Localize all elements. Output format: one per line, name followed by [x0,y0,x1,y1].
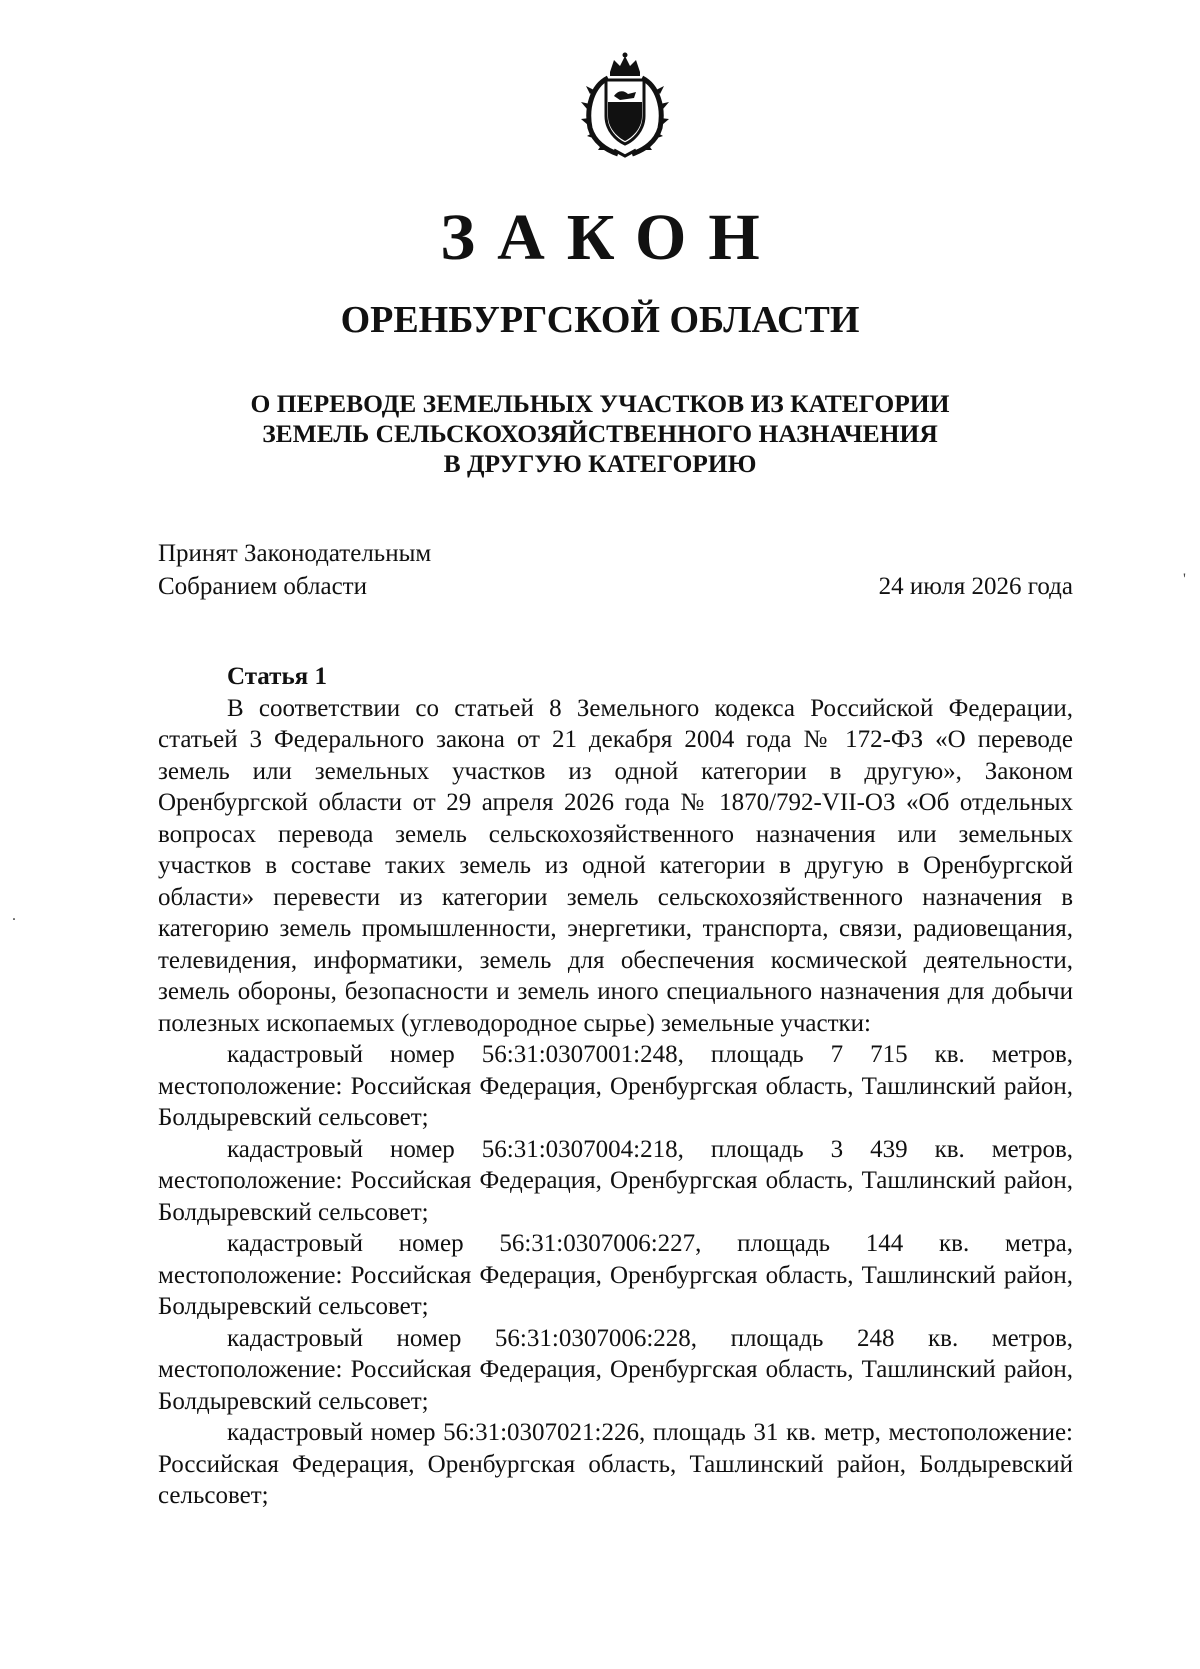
coat-of-arms-icon [580,50,670,158]
adoption-line: Принят Законодательным [158,540,432,567]
land-plot-item: кадастровый номер 56:31:0307006:227, площадь 144 кв. метра, местоположение: Российская Федерация, Оренбургская область, Ташлинский район, Болдыревский сельсовет; [158,1230,1073,1320]
law-heading-line: В ДРУГУЮ КАТЕГОРИЮ [443,449,757,478]
law-heading-line: ЗЕМЕЛЬ СЕЛЬСКОХОЗЯЙСТВЕННОГО НАЗНАЧЕНИЯ [262,419,938,448]
scan-mark: ' [1183,571,1186,588]
adoption-line: Собранием области [158,573,367,600]
land-plot-item: кадастровый номер 56:31:0307004:218, площадь 3 439 кв. метров, местоположение: Российская Федерация, Оренбургская область, Ташлинский район, Болдыревский сельсовет; [158,1135,1073,1226]
region-title: ОРЕНБУРГСКОЙ ОБЛАСТИ [340,299,860,341]
law-heading-line: О ПЕРЕВОДЕ ЗЕМЕЛЬНЫХ УЧАСТКОВ ИЗ КАТЕГОРИИ [250,389,950,418]
adoption-statement [158,537,431,603]
scan-mark: . [12,907,16,924]
article-title: Статья 1 [227,663,327,690]
land-plot-item: кадастровый номер 56:31:0307021:226, площадь 31 кв. метр, местоположение: Российская Федерация, Оренбургская область, Ташлинский район, Болдыревский сельсовет; [158,1419,1073,1509]
land-plot-item: кадастровый номер 56:31:0307006:228, площадь 248 кв. метров, местоположение: Российская Федерация, Оренбургская область, Ташлинский район, Болдыревский сельсовет; [158,1324,1073,1415]
adoption-date: 24 июля 2026 года [878,573,1073,600]
law-title: ЗАКОН [440,201,782,274]
article-paragraph: В соответствии со статьей 8 Земельного кодекса Российской Федерации, статьей 3 Федерального закона от 21 декабря 2004 года № 172-ФЗ «О переводе земель или земельных участков из одной категории в другую», Законом Оренбургской области от 29 апреля 2026 года № 1870/792-VII-ОЗ «Об отдельных вопросах перевода земель сельскохозяйственного назначения или земельных участков в составе таких земель из одной категории в другую в Оренбургской области» перевести из категории земель сельскохозяйственного назначения в категорию земель промышленности, энергетики, транспорта, связи, радиовещания, телевидения, информатики, земель для обеспечения космической деятельности, земель обороны, безопасности и земель иного специального назначения для добычи полезных ископаемых (углеводородное сырье) земельные участки: [158,694,1073,1037]
law-body [158,661,1073,1512]
law-heading [0,389,1200,479]
land-plot-item: кадастровый номер 56:31:0307001:248, площадь 7 715 кв. метров, местоположение: Российская Федерация, Оренбургская область, Ташлинский район, Болдыревский сельсовет; [158,1041,1073,1131]
